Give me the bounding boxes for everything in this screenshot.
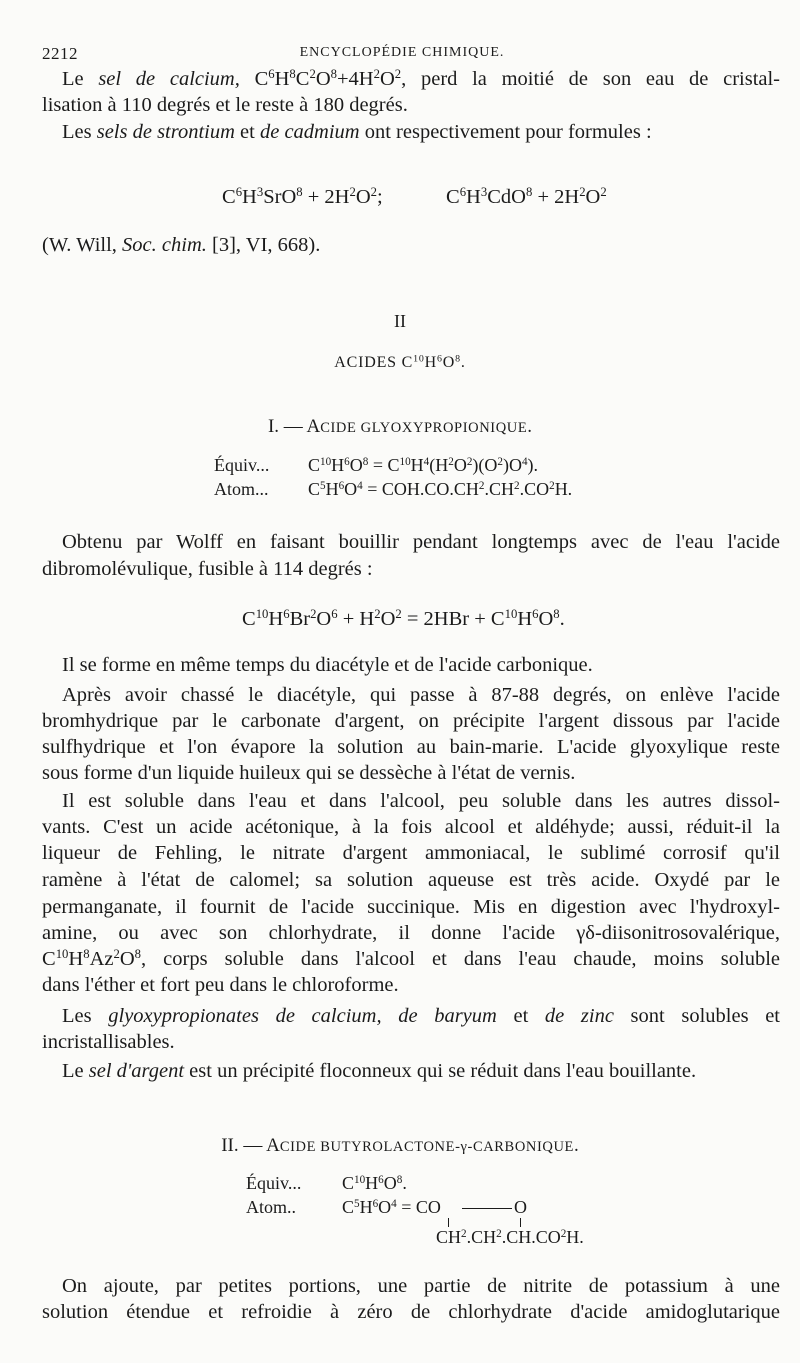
equiv-formula: $C^{10}H^6O^8$.	[342, 1173, 407, 1193]
text-line: Après avoir chassé le diacétyle, qui passe à 87-88 degrés, on enlève l'acide	[62, 684, 780, 706]
text-line: On ajoute, par petites portions, une partie de nitrite de potassium à une	[62, 1275, 780, 1297]
text-line: permanganate, il fournit de l'acide succinique. Mis en digestion avec l'hydroxyl-	[42, 896, 780, 918]
atom-formula-top: $C^5H^6O^4$ = CO	[342, 1197, 441, 1217]
text-line: dibromolévulique, fusible à 114 degrés :	[42, 558, 373, 580]
formula-strontium: $C^6H^3SrO^8 + 2H^2O^2$;	[222, 185, 383, 208]
equiv-label: Équiv...	[246, 1173, 302, 1193]
running-title: ENCYCLOPÉDIE CHIMIQUE.	[299, 45, 505, 60]
atom-label: Atom...	[214, 479, 269, 499]
text-line: Les glyoxypropionates de calcium, de baryum et de zinc sont solubles et	[62, 1005, 780, 1027]
atom-formula-bottom: $CH^2.CH^2.CH.CO^2H$.	[436, 1227, 584, 1247]
text-line: sulfhydrique et l'on évapore la solution au bain-marie. L'acide glyoxylique reste	[42, 736, 780, 758]
text-line: Le sel d'argent est un précipité floconneux qui se réduit dans l'eau bouillante.	[62, 1060, 697, 1082]
text-line: $C^{10}H^8Az^2O^8$, corps soluble dans l'alcool et dans l'eau chaude, moins soluble	[42, 947, 780, 970]
equiv-label: Équiv...	[214, 455, 270, 475]
text-line: liqueur de Fehling, le nitrate d'argent ammoniacal, le sublimé corrosif qu'il	[42, 842, 780, 864]
text-line: ramène à l'état de calomel; sa solution aqueuse est très acide. Oxydé par le	[42, 869, 780, 891]
ring-bond-line	[462, 1208, 512, 1209]
text-line: Il se forme en même temps du diacétyle et de l'acide carbonique.	[62, 654, 593, 676]
reference-citation: (W. Will, Soc. chim. [3], VI, 668).	[42, 234, 321, 256]
text-line: vants. C'est un acide acétonique, à la fois alcool et aldéhyde; aussi, réduit-il la	[42, 816, 780, 838]
section-numeral: II	[394, 311, 406, 331]
equiv-formula: $C^{10}H^6O^8 = C^{10}H^4(H^2O^2)(O^2)O^4$).	[308, 455, 539, 475]
ring-oxygen: O	[514, 1197, 527, 1217]
text-line: Le sel de calcium, $C^6H^8C^2O^8+4H^2O^2$, perd la moitié de son eau de cristal-	[62, 67, 781, 90]
text-line: bromhydrique par le carbonate d'argent, on précipite l'argent dissous par l'acide	[42, 710, 780, 732]
text-line: incristallisables.	[42, 1031, 175, 1053]
page-header	[42, 44, 762, 66]
atom-label: Atom..	[246, 1197, 297, 1217]
section-title: ACIDES $C^{10}H^6O^8$.	[334, 353, 466, 371]
text-line: sous forme d'un liquide huileux qui se dessèche à l'état de vernis.	[42, 762, 576, 784]
text-line: Les sels de strontium et de cadmium ont respectivement pour formules :	[62, 121, 652, 143]
text-line: Il est soluble dans l'eau et dans l'alcool, peu soluble dans les autres dissol-	[62, 790, 780, 812]
atom-formula: $C^5H^6O^4 = COH.CO.CH^2.CH^2.CO^2H$.	[308, 479, 573, 499]
text-line: amine, ou avec son chlorhydrate, il donne l'acide γδ-diisonitrosovalérique,	[42, 922, 780, 944]
text-line: Obtenu par Wolff en faisant bouillir pendant longtemps avec de l'eau l'acide	[62, 531, 780, 553]
formula-cadmium: $C^6H^3CdO^8 + 2H^2O^2$	[446, 185, 607, 208]
page-number: 2212	[42, 44, 78, 63]
text-line: dans l'éther et fort peu dans le chloroforme.	[42, 974, 399, 996]
heading-butyrolactone: II. — ACIDE BUTYROLACTONE-γ-CARBONIQUE.	[221, 1135, 579, 1156]
text-line: lisation à 110 degrés et le reste à 180 degrés.	[42, 94, 408, 116]
reaction-equation: $C^{10}H^6Br^2O^6 + H^2O^2 = 2HBr + C^{10}H^6O^8$.	[242, 607, 565, 630]
text-line: solution étendue et refroidie à zéro de chlorhydrate d'acide amidoglutarique	[42, 1301, 780, 1323]
heading-glyoxypropionique: I. — ACIDE GLYOXYPROPIONIQUE.	[267, 416, 533, 437]
